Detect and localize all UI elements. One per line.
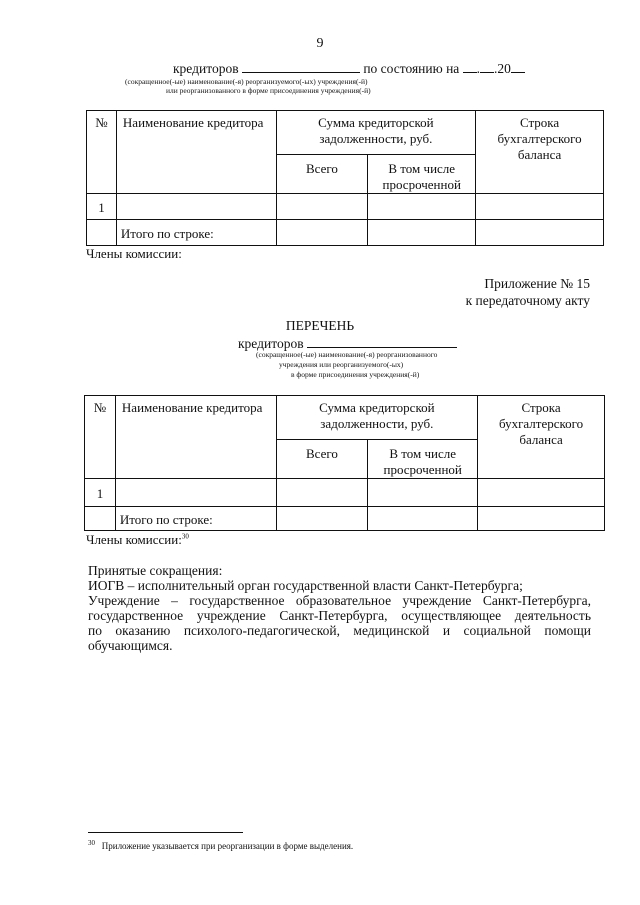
commission-members-label: Члены комиссии: — [86, 246, 182, 261]
header1-caption-line2: или реорганизованного в форме присоединения учреждения(-й) — [166, 86, 371, 95]
abbrev-uchr-line2: государственное учреждение Санкт-Петербурга, осуществляющее деятельность — [88, 608, 591, 623]
header2-caption-line3: в форме присоединения учреждения(-й) — [291, 370, 420, 379]
footnote — [88, 839, 353, 851]
as-of-label: по состоянию на — [363, 61, 460, 76]
col-overdue-header: В том числе просроченной — [368, 155, 476, 194]
creditors-table-1 — [86, 110, 604, 246]
appendix-reference — [466, 275, 590, 309]
cell-empty — [85, 507, 116, 531]
cell-empty — [476, 194, 604, 220]
cell-empty — [276, 507, 368, 531]
creditors-label: кредиторов — [173, 61, 239, 76]
year-prefix: .20 — [494, 61, 511, 76]
appendix-number: Приложение № 15 — [484, 276, 590, 291]
day-blank — [463, 62, 477, 73]
footnote-text: Приложение указывается при реорганизации в форме выделения. — [101, 841, 354, 851]
row-number: 1 — [87, 194, 117, 220]
table-row — [87, 194, 604, 220]
appendix-act: к передаточному акту — [465, 293, 590, 308]
header2-caption-line2: учреждения или реорганизуемого(-ых) — [279, 360, 404, 369]
abbrev-uchr-line4: обучающимся. — [88, 638, 173, 653]
year-blank — [511, 62, 525, 73]
col-sum-header: Сумма кредиторской задолженности, руб. — [276, 111, 476, 155]
col-total-header: Всего — [276, 440, 368, 479]
col-no-header: № — [85, 396, 116, 479]
cell-empty — [368, 479, 478, 507]
table-total-row — [85, 507, 605, 531]
cell-empty — [368, 507, 478, 531]
creditors-label: кредиторов — [238, 336, 304, 351]
table-row — [85, 479, 605, 507]
list-title: ПЕРЕЧЕНЬ — [285, 318, 355, 333]
cell-empty — [476, 220, 604, 246]
cell-empty — [116, 194, 276, 220]
header1-caption-line1: (сокращенное(-ые) наименование(-я) реорганизуемого(-ых) учреждения(-й) — [125, 77, 368, 86]
header2-caption-line1: (сокращенное(-ые) наименование(-я) реорганизованного — [256, 350, 438, 359]
cell-empty — [115, 479, 276, 507]
cell-empty — [368, 220, 476, 246]
cell-empty — [368, 194, 476, 220]
cell-empty — [276, 194, 368, 220]
table-total-row — [87, 220, 604, 246]
month-blank — [480, 62, 494, 73]
col-no-header: № — [87, 111, 117, 194]
total-label: Итого по строке: — [116, 220, 276, 246]
cell-empty — [276, 479, 368, 507]
col-sum-header: Сумма кредиторской задолженности, руб. — [276, 396, 478, 440]
col-total-header: Всего — [276, 155, 368, 194]
col-name-header: Наименование кредитора — [115, 396, 276, 479]
institution-name-blank — [307, 337, 457, 348]
abbrev-uchr-line1: Учреждение – государственное образовательное учреждение Санкт-Петербурга, — [88, 593, 591, 608]
row-number: 1 — [85, 479, 116, 507]
col-balance-line-header: Строка бухгалтерского баланса — [478, 396, 605, 479]
institution-name-blank — [242, 62, 360, 73]
col-overdue-header: В том числе просроченной — [368, 440, 478, 479]
cell-empty — [478, 507, 605, 531]
cell-empty — [87, 220, 117, 246]
total-label: Итого по строке: — [115, 507, 276, 531]
abbrev-iogv: ИОГВ – исполнительный орган государственной власти Санкт-Петербурга; — [88, 578, 523, 593]
col-balance-line-header: Строка бухгалтерского баланса — [476, 111, 604, 194]
page-number: 9 — [316, 36, 324, 51]
abbrev-heading: Принятые сокращения: — [88, 563, 223, 578]
abbrev-uchr-line3: по оказанию психолого-педагогической, медицинской и социальной помощи — [88, 623, 591, 638]
col-name-header: Наименование кредитора — [116, 111, 276, 194]
footnote-ref-30[interactable]: 30 — [181, 532, 189, 541]
members-text: Члены комиссии: — [86, 532, 182, 547]
creditors-header-line: кредиторов по состоянию на . .20 — [173, 61, 525, 77]
creditors-table-2 — [84, 395, 605, 531]
abbreviations-block — [88, 563, 591, 653]
footnote-number: 30 — [88, 839, 95, 847]
footnote-separator — [88, 832, 243, 833]
cell-empty — [478, 479, 605, 507]
cell-empty — [276, 220, 368, 246]
commission-members-label-2 — [86, 532, 189, 548]
